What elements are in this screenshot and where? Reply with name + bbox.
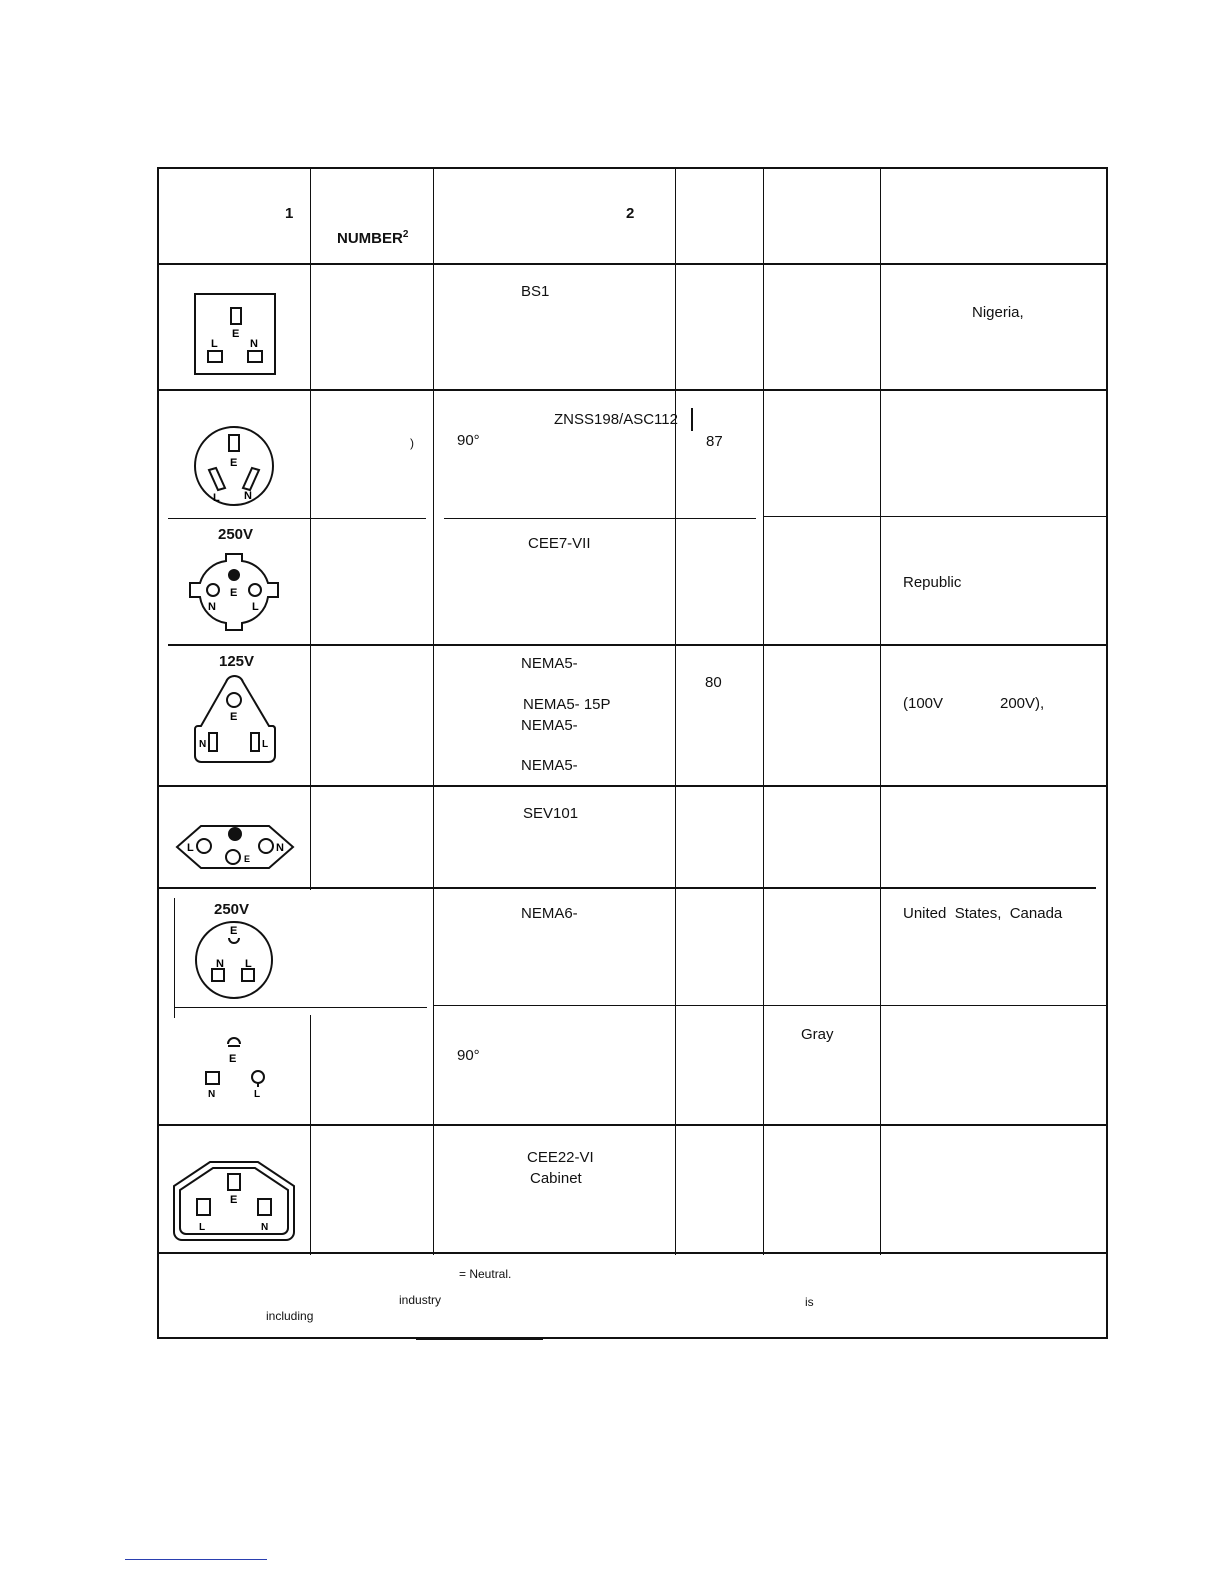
- row4-description-2: NEMA5- 15P: [523, 696, 611, 713]
- plug-nema5-icon: [193, 680, 277, 764]
- row-sep-5: [158, 887, 1096, 889]
- pin-label-e: E: [230, 457, 238, 469]
- pin-label-n: N: [276, 842, 284, 854]
- col-sep-1: [310, 168, 311, 520]
- row4-plug-voltage: 125V: [219, 653, 255, 670]
- row-sep-8: [158, 1252, 1108, 1254]
- row-sep-7: [158, 1124, 1108, 1126]
- footnote-line2b: is: [805, 1295, 814, 1309]
- row2-description-bar: [691, 408, 693, 431]
- footnote-line3: including: [266, 1309, 314, 1323]
- col-sep-3: [675, 168, 676, 1255]
- row4-countries-1: (100V: [903, 695, 944, 712]
- col-sep-4: [763, 168, 764, 1255]
- row3-countries-1: Republic: [903, 574, 962, 591]
- pin-label-l: L: [211, 338, 218, 350]
- row3-plug-voltage: 250V: [218, 526, 254, 543]
- pin-label-l: L: [199, 1222, 206, 1233]
- pin-label-n: N: [261, 1222, 269, 1233]
- row8-description-1: CEE22-VI: [527, 1149, 594, 1166]
- table-top-border: [158, 167, 1108, 169]
- header-part-number-label: NUMBER: [337, 230, 403, 247]
- pin-label-n: N: [208, 1089, 216, 1100]
- table-right-border: [1106, 167, 1108, 1339]
- col-sep-1c: [310, 1015, 311, 1255]
- footnote-line2a: industry: [399, 1293, 442, 1307]
- plug-sev1011-icon: [175, 824, 295, 870]
- pin-label-l: L: [262, 739, 269, 750]
- pin-label-l: L: [187, 842, 194, 854]
- row-sep-6a: [175, 1007, 427, 1008]
- pin-label-n: N: [199, 739, 207, 750]
- pin-label-e: E: [232, 328, 240, 340]
- row2-part-fragment: ): [410, 436, 414, 450]
- header-part-number-sup: 2: [402, 229, 409, 240]
- row-sep-1: [158, 389, 1108, 391]
- row8-description-2: Cabinet: [530, 1170, 582, 1187]
- table-bottom-border: [158, 1337, 1108, 1339]
- row6-left-mark: [174, 898, 175, 1018]
- plug-cee22-icon: [172, 1160, 296, 1242]
- row-sep-2: [168, 518, 426, 519]
- row6-countries-1: United States, Canada: [903, 905, 1063, 922]
- plug-nema6-icon: [195, 920, 275, 1000]
- plug-bare-pins-icon: [204, 1038, 270, 1100]
- row2-col4: 87: [706, 433, 723, 450]
- footnote-underline: [416, 1339, 543, 1340]
- pin-label-e: E: [230, 587, 238, 599]
- pin-label-e: E: [229, 1053, 237, 1065]
- col-sep-2: [433, 168, 434, 1255]
- footnote-line1: = Neutral.: [459, 1267, 512, 1281]
- pin-label-l: L: [245, 958, 252, 970]
- row4-description-1: NEMA5-: [521, 655, 578, 672]
- pin-label-n: N: [208, 601, 216, 613]
- row-sep-2b: [444, 518, 756, 519]
- header-col2-label: [337, 229, 408, 247]
- bottom-page-rule: [125, 1559, 267, 1560]
- row4-col4: 80: [705, 674, 722, 691]
- row-sep-header: [158, 263, 1108, 265]
- row-sep-2c: [763, 516, 1108, 517]
- pin-label-n: N: [216, 958, 224, 970]
- header-col3-note: 2: [626, 205, 635, 222]
- row2-description-1: ZNSS198/ASC112: [554, 411, 678, 428]
- row4-description-3: NEMA5-: [521, 717, 578, 734]
- row-sep-6b: [433, 1005, 1108, 1006]
- pin-label-e: E: [230, 925, 238, 937]
- pin-label-n: N: [250, 338, 258, 350]
- row6-plug-voltage: 250V: [214, 901, 250, 918]
- row6-description-1: NEMA6-: [521, 905, 578, 922]
- table-left-border: [157, 167, 159, 1339]
- row1-description-1: BS1: [521, 283, 550, 300]
- row1-countries-1: Nigeria,: [972, 304, 1024, 321]
- header-col1-note: 1: [285, 205, 294, 222]
- pin-label-l: L: [254, 1089, 261, 1100]
- row-sep-3: [168, 644, 1108, 646]
- row-sep-4: [158, 785, 1108, 787]
- col-sep-5: [880, 168, 881, 1255]
- row4-description-4: NEMA5-: [521, 757, 578, 774]
- row7-description-1: 90°: [457, 1047, 480, 1064]
- pin-label-e: E: [244, 854, 251, 864]
- pin-label-l: L: [213, 492, 220, 504]
- col-sep-1b: [310, 520, 311, 890]
- row2-description-2: 90°: [457, 432, 480, 449]
- pin-label-l: L: [252, 601, 259, 613]
- pin-label-e: E: [230, 711, 238, 723]
- pin-label-n: N: [244, 490, 252, 502]
- row3-description-1: CEE7-VII: [528, 535, 591, 552]
- plug-round-angled-icon: [193, 425, 275, 507]
- row4-countries-2: 200V),: [1000, 695, 1045, 712]
- row7-color: Gray: [801, 1026, 834, 1043]
- plug-schuko-icon: [186, 552, 282, 632]
- plug-bs1-icon: [194, 293, 276, 375]
- row5-description-1: SEV101: [523, 805, 579, 822]
- pin-label-e: E: [230, 1194, 238, 1206]
